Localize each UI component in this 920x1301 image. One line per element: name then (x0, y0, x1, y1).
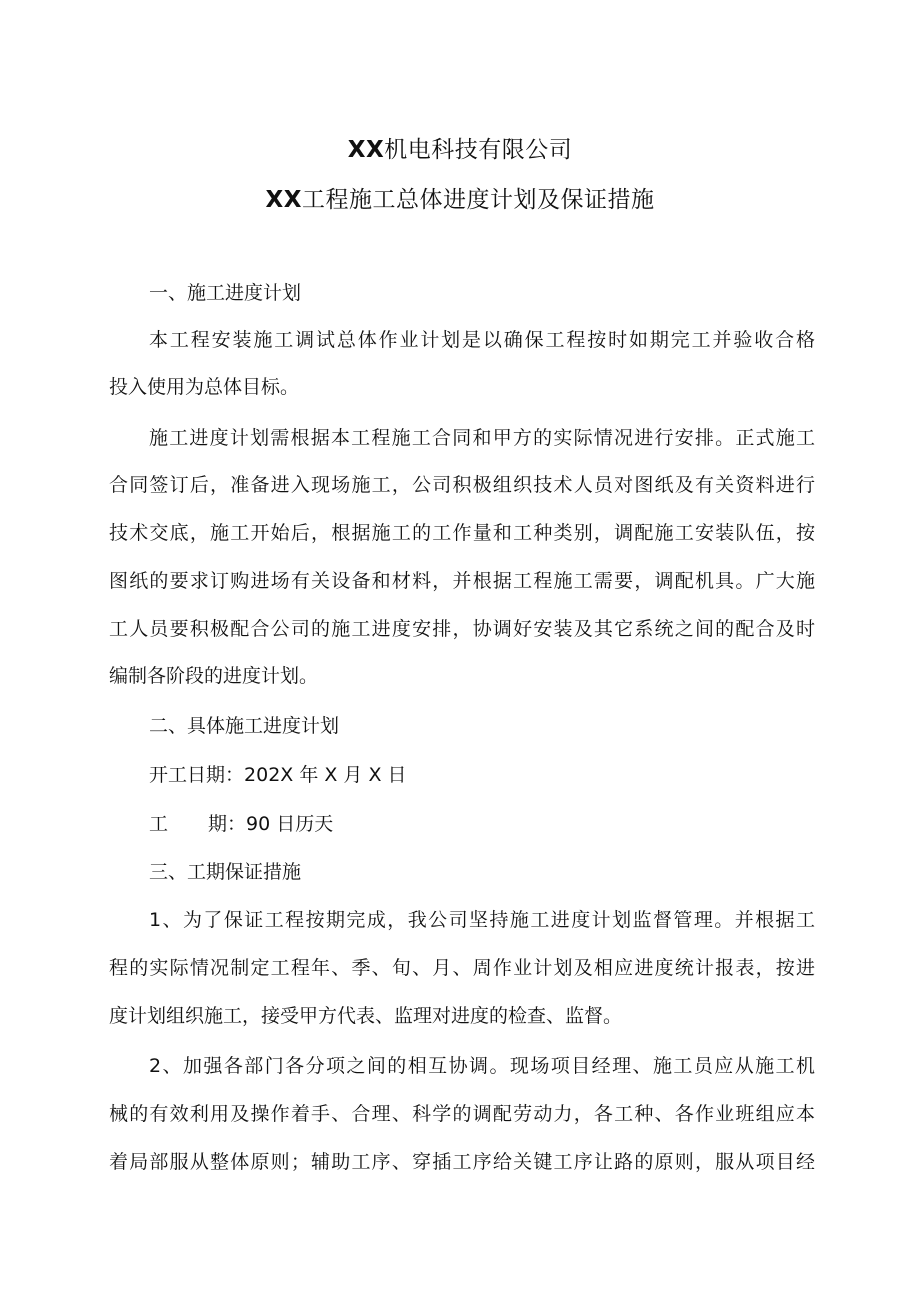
paragraph-line: 1、为了保证工程按期完成，我公司坚持施工进度计划监督管理。并根据工 (149, 909, 815, 931)
paragraph-line: 图纸的要求订购进场有关设备和材料，并根据工程施工需要，调配机具。广大施 (109, 570, 815, 592)
paragraph-line: 投入使用为总体目标。 (109, 376, 300, 398)
paragraph-line: 合同签订后，准备进入现场施工，公司积极组织技术人员对图纸及有关资料进行 (109, 474, 815, 496)
document-title-name: 工程施工总体进度计划及保证措施 (301, 187, 655, 213)
duration-value: 90 日历天 (246, 813, 334, 835)
duration-label-b: 期： (208, 813, 247, 835)
duration-label-a: 工 (149, 813, 169, 835)
paragraph-line: 本工程安装施工调试总体作业计划是以确保工程按时如期完工并验收合格 (149, 329, 815, 351)
paragraph-line: 2、加强各部门各分项之间的相互协调。现场项目经理、施工员应从施工机 (149, 1055, 815, 1077)
start-date-label: 开工日期： (149, 764, 245, 786)
paragraph-line: 工人员要积极配合公司的施工进度安排，协调好安装及其它系统之间的配合及时 (109, 618, 815, 640)
section-heading-guarantee: 三、工期保证措施 (149, 861, 302, 883)
document-title (0, 184, 920, 216)
paragraph-line: 程的实际情况制定工程年、季、旬、月、周作业计划及相应进度统计报表，按进 (109, 957, 815, 979)
document-title-prefix: XX (265, 187, 302, 213)
company-title-name: 机电科技有限公司 (384, 137, 573, 163)
paragraph-line: 度计划组织施工，接受甲方代表、监理对进度的检查、监督。 (109, 1005, 623, 1027)
start-date-value: 202X 年 X 月 X 日 (244, 764, 407, 786)
paragraph-line: 械的有效利用及操作着手、合理、科学的调配劳动力，各工种、各作业班组应本 (109, 1103, 815, 1125)
paragraph-line: 施工进度计划需根据本工程施工合同和甲方的实际情况进行安排。正式施工 (149, 427, 815, 449)
paragraph-line: 技术交底，施工开始后，根据施工的工作量和工种类别，调配施工安装队伍，按 (109, 522, 815, 544)
section-heading-detailed-schedule: 二、具体施工进度计划 (149, 715, 340, 737)
paragraph-line: 着局部服从整体原则；辅助工序、穿插工序给关键工序让路的原则，服从项目经 (109, 1151, 815, 1173)
section-heading-schedule: 一、施工进度计划 (149, 282, 302, 304)
company-title (0, 134, 920, 166)
start-date-line (109, 760, 815, 790)
duration-line (109, 809, 815, 839)
paragraph-line: 编制各阶段的进度计划。 (109, 665, 319, 687)
company-title-prefix: XX (347, 137, 385, 163)
